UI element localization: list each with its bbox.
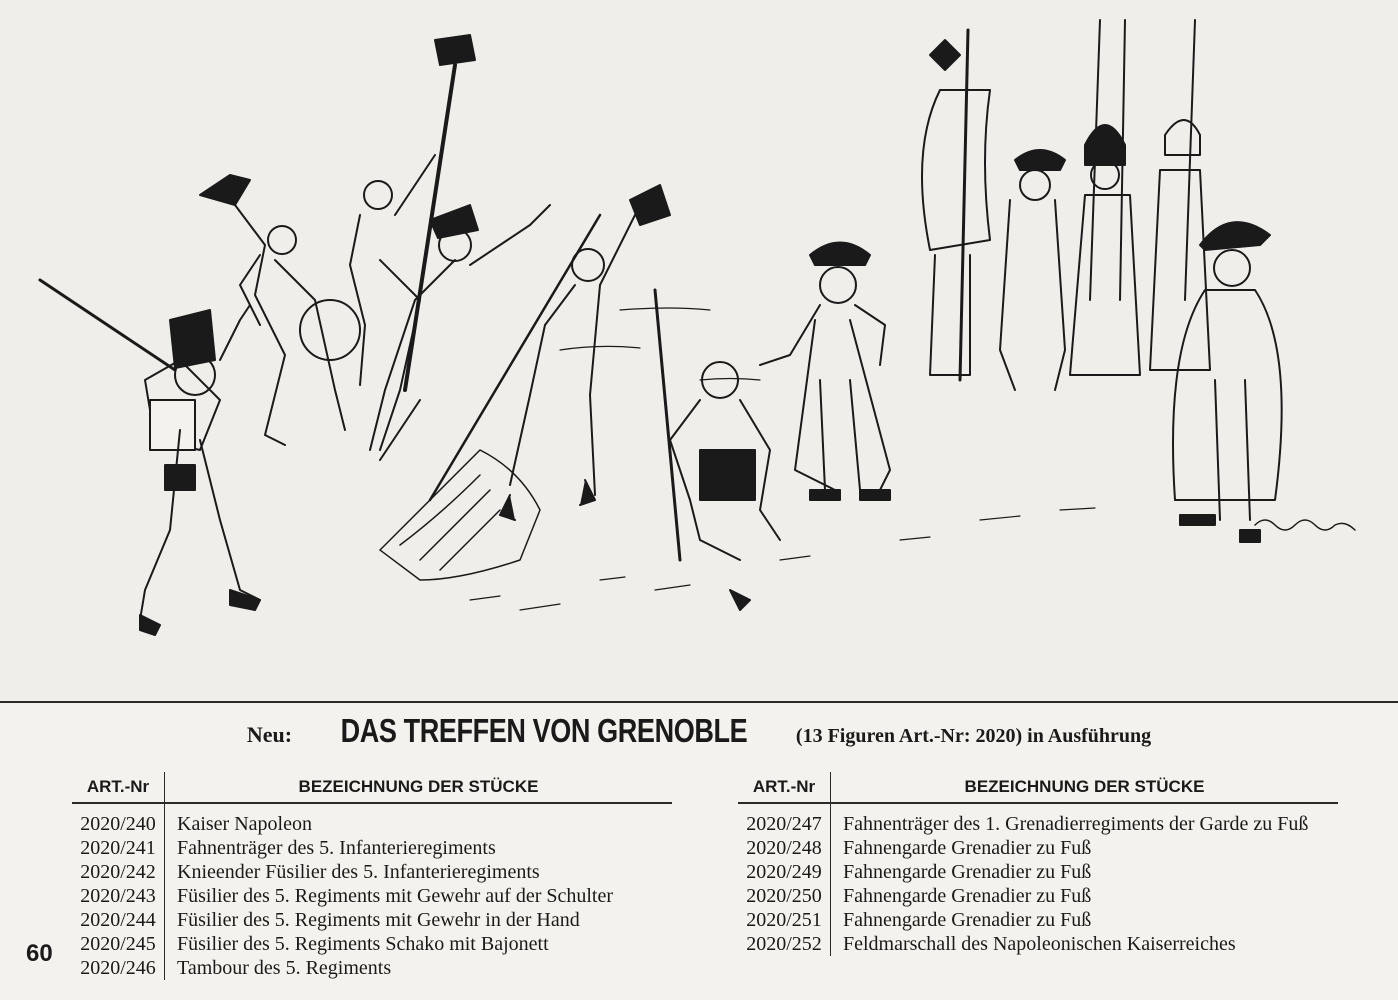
- description-cell: Fahnenträger des 5. Infanterieregiments: [177, 837, 496, 859]
- artnr-cell: 2020/251: [738, 908, 831, 932]
- artnr-cell: 2020/243: [72, 884, 165, 908]
- artnr-cell: 2020/240: [72, 812, 165, 836]
- artnr-cell: 2020/244: [72, 908, 165, 932]
- artnr-cell: 2020/247: [738, 812, 831, 836]
- section-divider: [0, 701, 1398, 703]
- description-cell: Kaiser Napoleon: [177, 813, 312, 835]
- table-row: [72, 884, 672, 908]
- column-header-description: BEZEICHNUNG DER STÜCKE: [165, 772, 673, 803]
- artnr-cell: 2020/242: [72, 860, 165, 884]
- napoleon-figure: [760, 243, 890, 501]
- table-row: [72, 836, 672, 860]
- page-title: [0, 712, 1398, 750]
- description-cell: Feldmarschall des Napoleonischen Kaiserreiches: [843, 933, 1236, 955]
- description-cell: Knieender Füsilier des 5. Infanterieregiments: [177, 861, 540, 883]
- column-header-description: BEZEICHNUNG DER STÜCKE: [831, 772, 1339, 803]
- table-row: [72, 956, 672, 980]
- table-row: [738, 908, 1338, 932]
- page-number: 60: [26, 940, 53, 967]
- title-main: DAS TREFFEN VON GRENOBLE: [340, 712, 748, 749]
- description-cell: Füsilier des 5. Regiments Schako mit Bajonett: [177, 933, 549, 955]
- artnr-cell: 2020/250: [738, 884, 831, 908]
- items-table-left: [72, 772, 672, 980]
- title-suffix: (13 Figuren Art.-Nr: 2020) in Ausführung: [795, 725, 1152, 747]
- description-cell: Fahnenträger des 1. Grenadierregiments der Garde zu Fuß: [843, 813, 1309, 835]
- description-cell: Füsilier des 5. Regiments mit Gewehr in der Hand: [177, 909, 580, 931]
- description-cell: Fahnengarde Grenadier zu Fuß: [843, 837, 1092, 859]
- table-row: [72, 932, 672, 956]
- table-row: [738, 884, 1338, 908]
- field-marshal-figure: [1173, 222, 1282, 542]
- fallen-flag: [380, 450, 540, 580]
- fusilier-waving-shako-figure: [430, 185, 670, 520]
- description-cell: Füsilier des 5. Regiments mit Gewehr auf der Schulter: [177, 885, 614, 907]
- fusilier-bayonet-figure: [40, 280, 260, 635]
- title-prefix: Neu:: [246, 722, 293, 747]
- table-row: [72, 908, 672, 932]
- table-row: [738, 836, 1338, 860]
- column-header-artnr: ART.-Nr: [72, 772, 165, 803]
- flag-guard-group: [922, 20, 1210, 390]
- artnr-cell: 2020/249: [738, 860, 831, 884]
- artist-signature: [1255, 520, 1355, 530]
- artnr-cell: 2020/252: [738, 932, 831, 956]
- table-row: [72, 860, 672, 884]
- artnr-cell: 2020/248: [738, 836, 831, 860]
- description-cell: Tambour des 5. Regiments: [177, 957, 392, 979]
- description-cell: Fahnengarde Grenadier zu Fuß: [843, 861, 1092, 883]
- items-table-right: [738, 772, 1338, 956]
- table-row: [738, 812, 1338, 836]
- description-cell: Fahnengarde Grenadier zu Fuß: [843, 909, 1092, 931]
- column-header-artnr: ART.-Nr: [738, 772, 831, 803]
- artnr-cell: 2020/245: [72, 932, 165, 956]
- artnr-cell: 2020/241: [72, 836, 165, 860]
- table-row: [738, 860, 1338, 884]
- artnr-cell: 2020/246: [72, 956, 165, 980]
- description-cell: Fahnengarde Grenadier zu Fuß: [843, 885, 1092, 907]
- table-row: [738, 932, 1338, 956]
- fusilier-raised-musket-figure: [350, 35, 550, 460]
- table-row: [72, 812, 672, 836]
- kneeling-fusilier-figure: [655, 290, 780, 610]
- tambour-figure: [200, 175, 360, 445]
